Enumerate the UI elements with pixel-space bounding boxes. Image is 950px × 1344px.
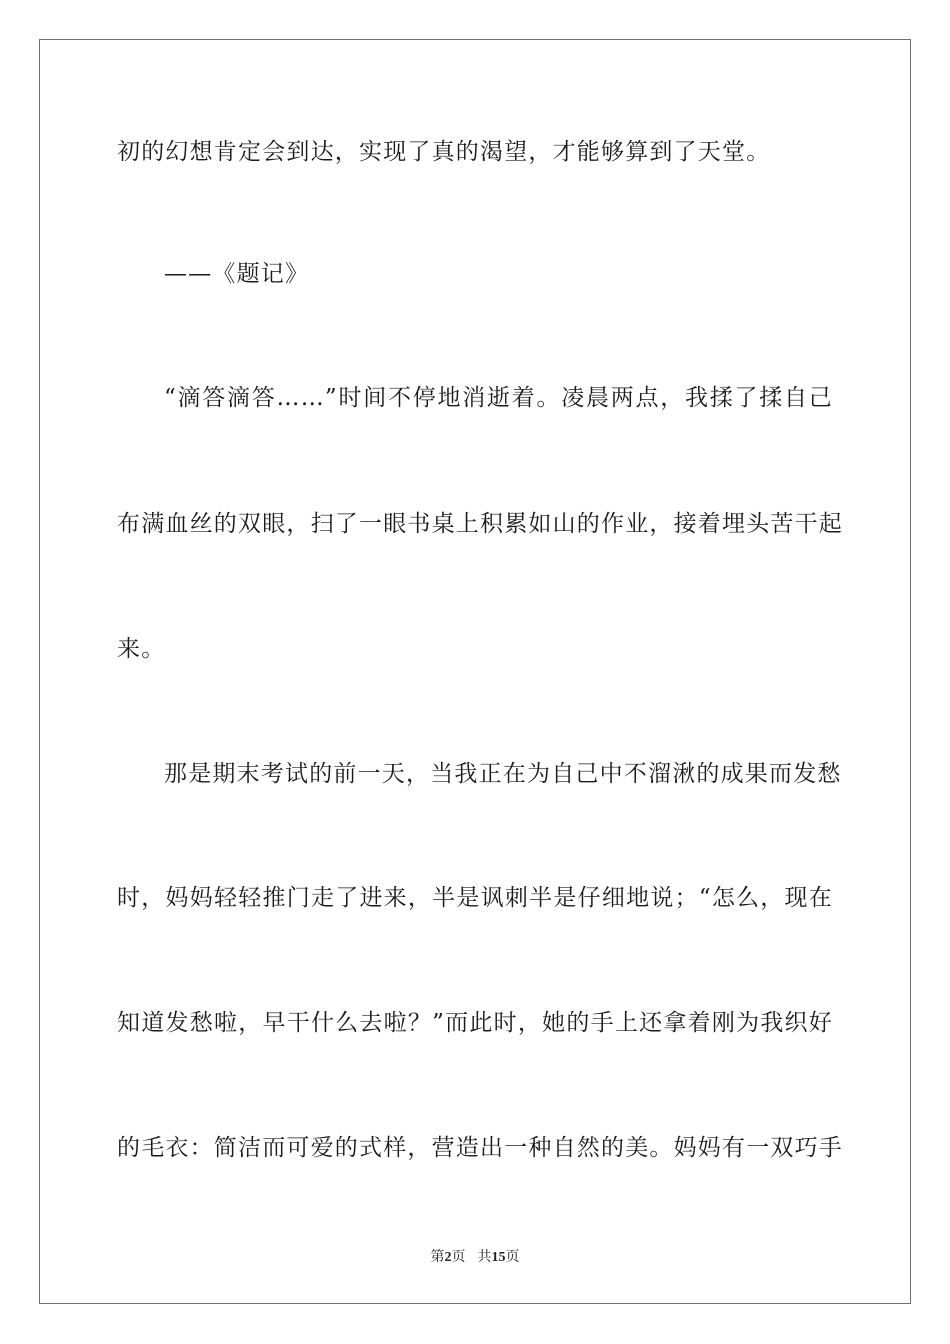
text-line-9: 的毛衣：简洁而可爱的式样，营造出一种自然的美。妈妈有一双巧手 xyxy=(117,1135,843,1161)
page-prefix: 第 xyxy=(430,1249,445,1265)
page-border xyxy=(39,39,911,1304)
text-line-1: 初的幻想肯定会到达，实现了真的渴望，才能够算到了天堂。 xyxy=(117,139,771,165)
page-suffix: 页 xyxy=(451,1249,466,1265)
total-pages: 15 xyxy=(491,1250,506,1265)
text-line-4: 布满血丝的双眼，扫了一眼书桌上积累如山的作业，接着埋头苦干起 xyxy=(117,511,843,537)
text-line-3: “滴答滴答……”时间不停地消逝着。凌晨两点，我揉了揉自己 xyxy=(164,385,833,411)
text-line-6: 那是期末考试的前一天，当我正在为自己中不溜湫的成果而发愁 xyxy=(164,761,842,787)
text-line-7: 时，妈妈轻轻推门走了进来，半是讽刺半是仔细地说；“怎么，现在 xyxy=(117,885,833,911)
total-suffix: 页 xyxy=(505,1249,520,1265)
text-line-8: 知道发愁啦，早干什么去啦？”而此时，她的手上还拿着刚为我织好 xyxy=(117,1010,833,1036)
epigraph-attribution: ——《题记》 xyxy=(164,261,310,287)
text-line-5: 来。 xyxy=(117,636,166,662)
total-prefix: 共 xyxy=(477,1249,492,1265)
page-footer xyxy=(0,1247,950,1268)
page-number: 2 xyxy=(444,1250,452,1265)
